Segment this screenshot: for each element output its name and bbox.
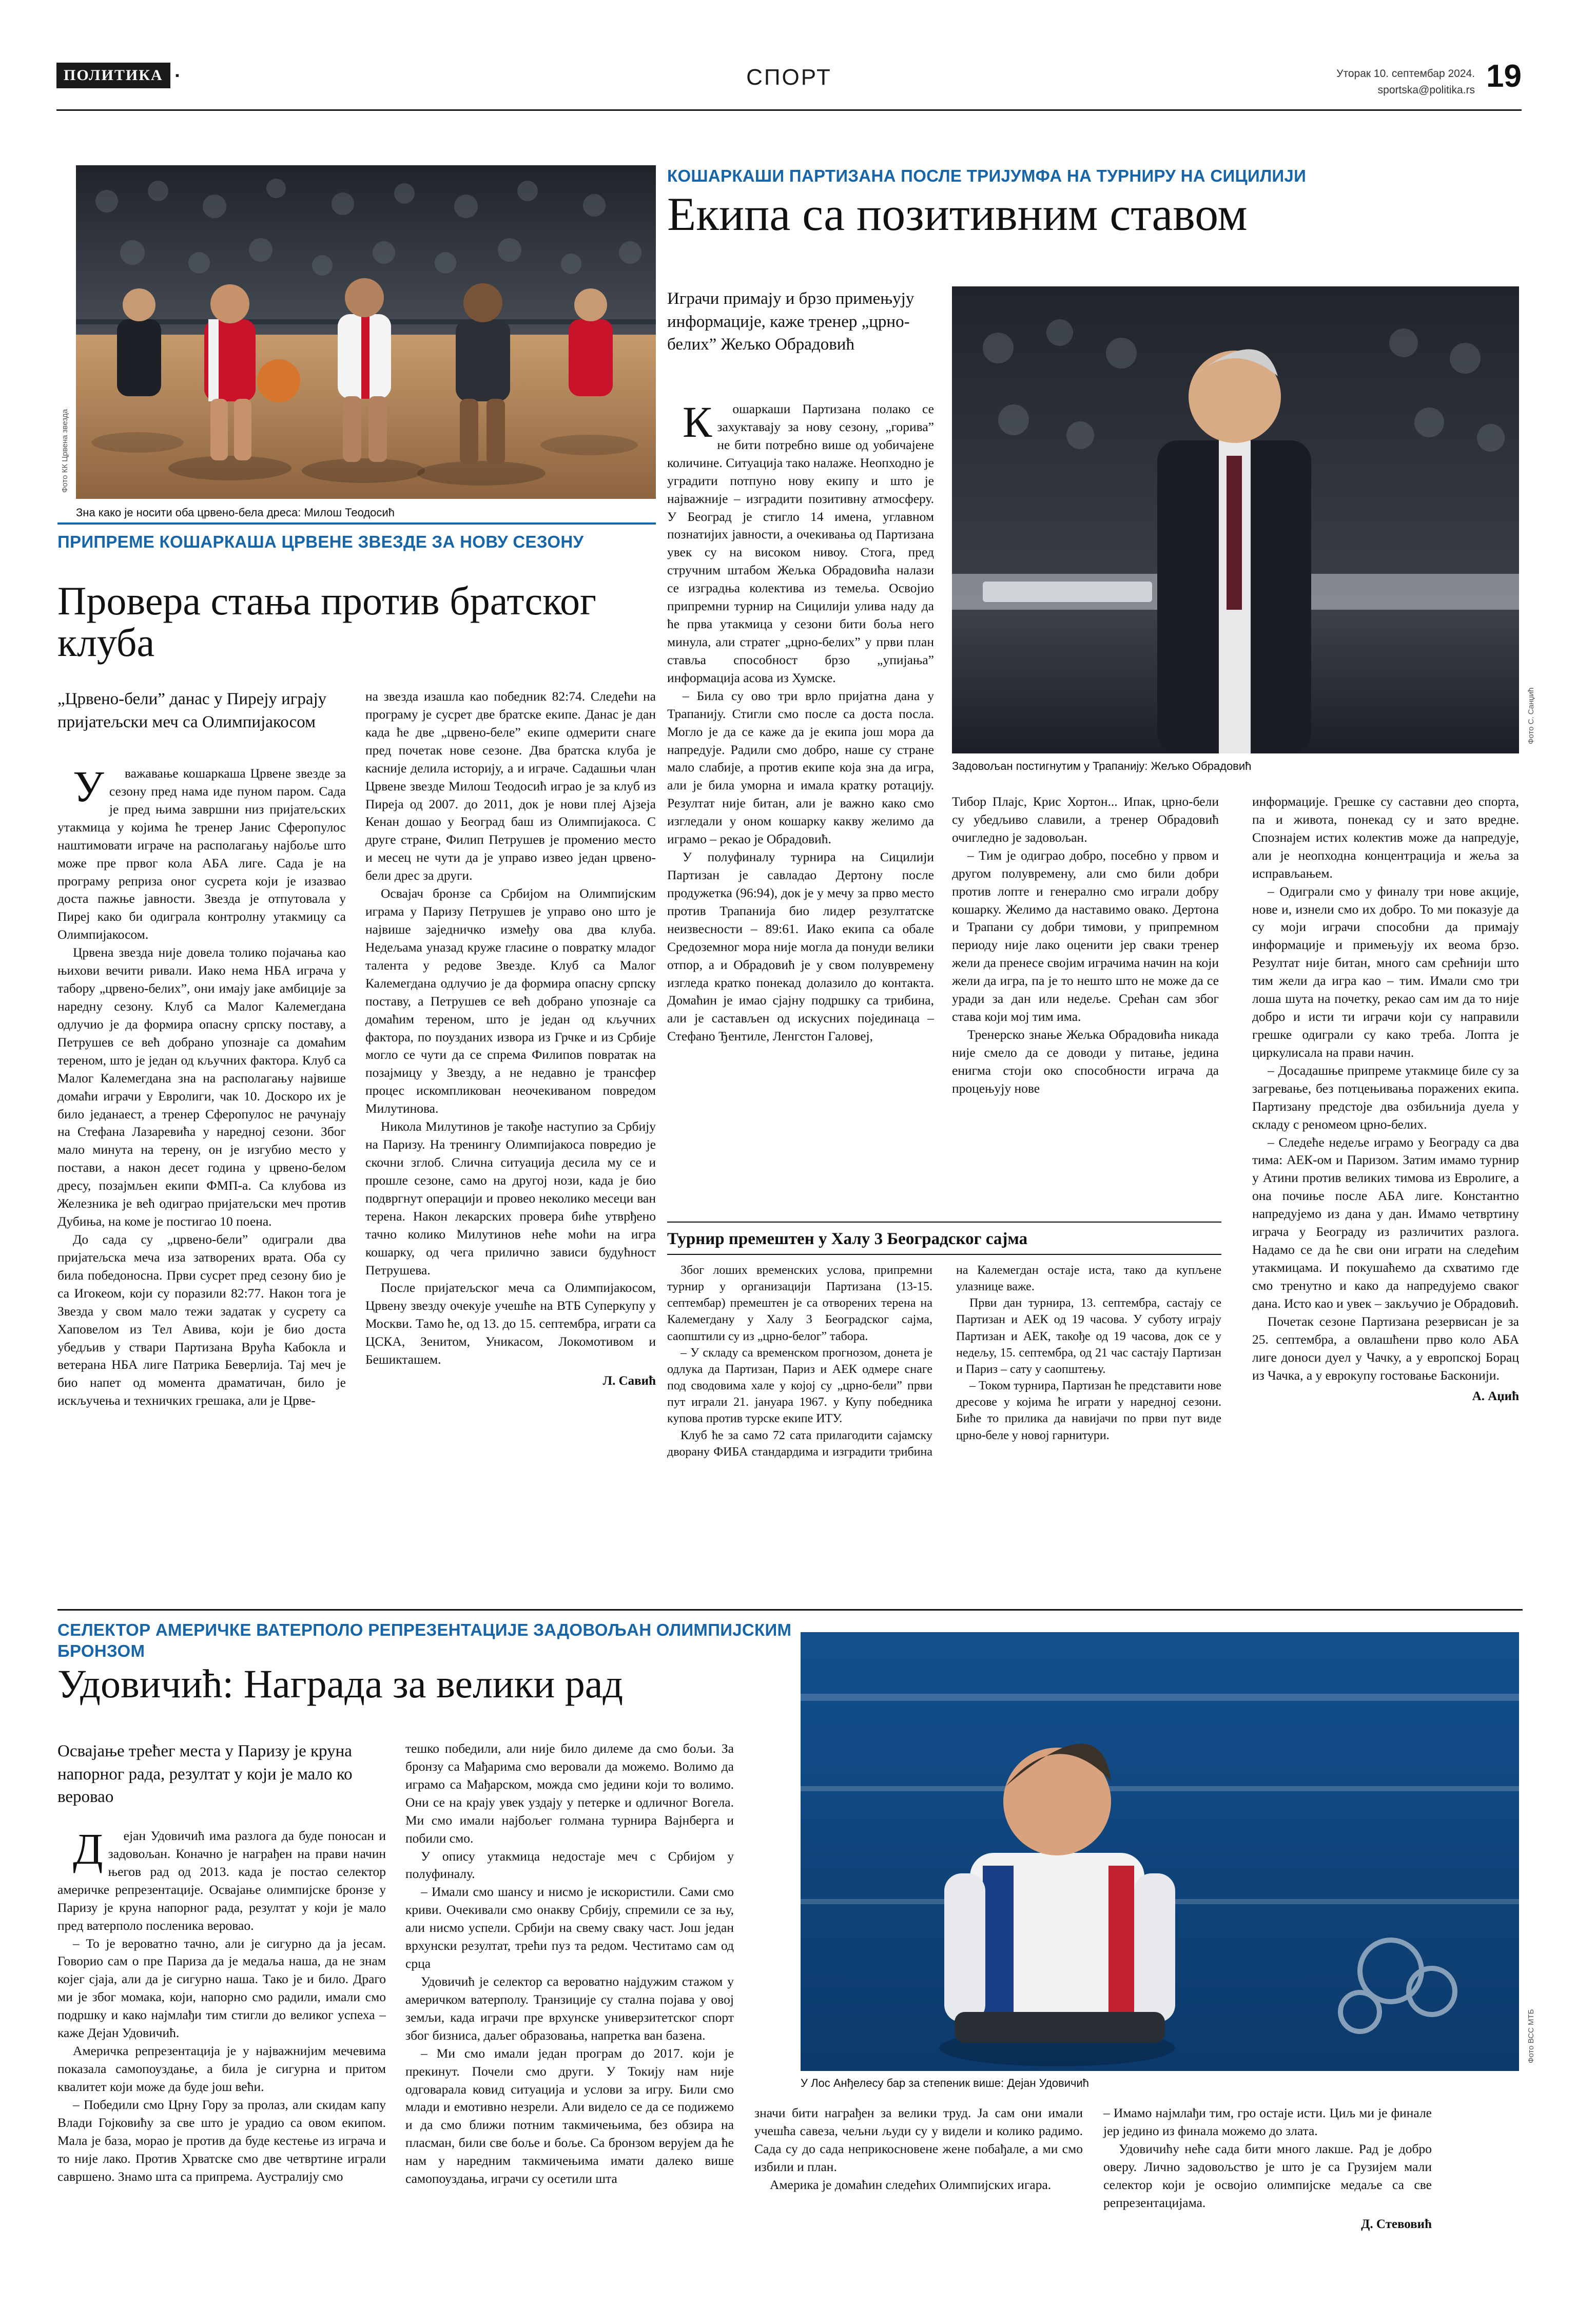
masthead-right	[1336, 59, 1522, 98]
zvezda-standfirst: „Црвено-бели” данас у Пиреју играју пријатељски меч са Олимпијакосом	[57, 690, 327, 731]
paragraph: на звезда изашла као победник 82:74. Следећи на програму је сусрет две братске екипе. Данас је дан када ће две „црвено-беле” екипе одмерити снаге пред почетак нове сезоне. Два братска клуба је касније делила историју, а и играче. Садашњи члан Црвене звезде Милош Теодосић играо је за клуб из Пиреја од 2007. до 2011, док је нови плеј Ајзеја Кенан дошао у Београд баш из Олимпијакоса. С друге стране, Филип Петрушев је променио место и месец не чути да је управо извео један црвено-бели дрес за други.	[365, 689, 656, 883]
paragraph: – Одиграли смо у финалу три нове акције, нове и, изнели смо их добро. То ми показује да су моји играчи способни да примају информације и примењују их веома брзо. Резултат није битан, много сам срећнији што тим жели да игра као – тим. Имали смо три лоша шута на почетку, рекао сам им да то није добро и исти ти играчи који су направили грешке одиграли су како треба. Лопта је циркулисала на прави начин.	[1252, 883, 1519, 1060]
paragraph: – Имамо најмлађи тим, гро остаје исти. Циљ ми је финале јер једино из финала можемо до злата.	[1103, 2105, 1432, 2138]
udovicic-column-2	[405, 1740, 734, 2188]
udovicic-photo-credit: Фото ВСС МТБ	[1527, 2009, 1535, 2063]
partizan-byline: А. Аџић	[1472, 1389, 1519, 1404]
udovicic-standfirst: Освајање трећег места у Паризу је круна напорног рада, резултат у који је мало ко веровао	[57, 1742, 353, 1807]
zvezda-photo	[76, 165, 656, 499]
paragraph: Америка је домаћин следећих Олимпијских игара.	[770, 2177, 1052, 2192]
paragraph: Уважавање кошаркаша Црвене звезде за сезону пред нама иде пуном паром. Сада је пред њима завршни низ пријатељских утакмица у којима ће тренер Јанис Сферопулос наштимовати играче на располагању најбоље што може пре првог кола АБА лиге. Сада је на програму реприза оног сусрета који је изазвао доста пажње јавности. Звезда је отпутовала у Пиреј како би одиграла контролну утакмицу са Олимпијакосом.	[57, 762, 346, 942]
section-title: СПОРТ	[746, 65, 832, 90]
udovicic-column-4	[1103, 2104, 1432, 2232]
paragraph: – У складу са временском прогнозом, донета је одлука да Партизан, Париз и АЕК одмере снаге под сводовима хале у којој су „црно-бели” први пут играли 21. јануара 1967. у Купу победника купова против турске екипе ИТУ.	[667, 1346, 932, 1426]
basketball-action-illustration	[76, 165, 656, 499]
paragraph: – Тим је одиграо добро, посебно у првом и другом полувремену, али смо били добри против лопте и генерално смо играли добру кошарку. Желимо да наставимо овако. Дертона и Трапани су добри тимови, у припремном периоду није лако оценити јер сваки тренер жели да пренесе својим играчима начин на који жели да игра, па је то нешто што не може да се уради за дан или недеље. Срећан сам због става који мој тим има.	[952, 847, 1219, 1024]
section-email: sportska@politika.rs	[1377, 84, 1475, 96]
paragraph: информације. Грешке су саставни део спорта, па и живота, понекад су и зато вредне. Спознајем истих колектив може да напредује, али је неопходна концентрација и жеља за исправљањем.	[1252, 794, 1519, 881]
paragraph: – Ми смо имали један програм до 2017. који је прекинут. Почели смо други. У Токију нам није одговарала ковид ситуација и услови за игру. Били смо млади и емотивно незрели. Али видело се да се подижемо и да смо ближи потним такмичењима, без обзира на пласман, били све боље и боље. Са бронзом верујем да ће нам у наредним такмичењима имати далеко више самопоуздања, играчи су осетили шта	[405, 2045, 734, 2186]
issue-date: Уторак 10. септембар 2024.	[1336, 68, 1475, 80]
paragraph: У полуфиналу турнира на Сицилији Партизан је савладао Дертону после продужетка (96:94), док је у мечу за прво место против Трапанија био лидер резултатске неизвесности – 89:61. Иако екипа са обале Средоземног мора није могла да понуди велики отпор, а и Обрадовић је у свом полувремену изгледа кратко понекад долазило до контакта. Домаћин је имао сјајну подршку са трибина, али је састављен од искусних појединаца – Стефано Ђентиле, Ленгстон Галовеј,	[667, 849, 934, 1044]
partizan-column-3	[1252, 793, 1519, 1404]
zvezda-byline: Л. Савић	[602, 1374, 656, 1388]
paragraph: – Била су ово три врло пријатна дана у Трапанију. Стигли смо после са доста посла. Могло је да се каже да је екипа још мора да напредује. Радили смо добро, наше су стране мало слабије, а против екипе која зна да игра, али је била уморна и имала кратку ротацију. Резултат није битан, али је важно како смо изгледали у оном кошарку какву желимо да играмо – рекао је Обрадовић.	[667, 688, 934, 847]
udovicic-column-1	[57, 1824, 386, 2185]
paragraph: Почетак сезоне Партизана резервисан је за 25. септембра, а овлашћени прво коло АБА лиге доноси дуел у Чачку, а у европској Борац из Чачка, а у еврокупу гостовање Басконији.	[1252, 1313, 1519, 1383]
zvezda-headline: Провера стања против братског клуба	[57, 578, 596, 665]
paragraph: Тренерско знање Жељка Обрадовића никада није смело да се доводи у питање, једина енигма стоји око способности играча да процењују нове	[952, 1027, 1219, 1096]
paragraph: После пријатељског меча са Олимпијакосом, Црвену звезду очекује учешће на ВТБ Суперкупу у Москви. Тамо ће, од 13. до 15. септембра, играти са ЦСКА, Зенитом, Уникасом, Локомотивом и Бешикташем.	[365, 1280, 656, 1367]
paragraph: – Следеће недеље играмо у Београду са два тима: АЕК-ом и Паризом. Затим имамо турнир у Атини против великих тимова из Евролиге, а она почиње после АБА лиге. Константно напредујемо из дана у дан. Имамо четвртину играча у Београду из различитих разлога. Надамо се да ће сви они играти на следећим утакмицама. И покушаћемо да схватимо где смо тренутно и како да напредујемо сваког дана. Исто као и увек – закључио је Обрадовић.	[1252, 1134, 1519, 1311]
paragraph: Удовичићу неће сада бити много лакше. Рад је добро оверу. Лично задовољство је што је са Грузијем мали селектор који је освојио олимпијске медаље са све репрезентацијама.	[1103, 2141, 1432, 2210]
udovicic-byline: Д. Стевовић	[1361, 2217, 1432, 2231]
paragraph: До сада су „црвено-бели” одиграли два пријатељска меча иза затворених врата. Оба су била победоносна. Први сусрет пред сезону био је са Игокеом, који су поразили 82:77. Након тога је Звезда у свом мало тежи задатак у сусрету са Хаповелом из Тел Авива, који је био доста убедљив у ствари Партизана Врућа Кабокла и ветерана НБА лиге Патрика Беверлија. Тај меч је био напет од момента драматичан, било је искључења и техничких грешака, али је Црве-	[57, 1231, 346, 1408]
paragraph: Тибор Плајс, Крис Хортон... Ипак, црно-бели су убедљиво славили, а тренер Обрадовић очигледно је задовољан.	[952, 794, 1219, 845]
paragraph: Клуб ће за само 72 сата прилагодити сајамску дворану ФИБА стандардима и изградити трибина на Калемегдан остаје иста, тако да купљене улазнице важе.	[667, 1264, 1221, 1459]
paragraph: – Победили смо Црну Гору за пролаз, али скидам капу Влади Гојковићу за све што је урадио са овом екипом. Мала је база, морао је против да буде кестење из играча и то није лако. Против Хрватске смо две четвртине играли савршено. Знамо шта са припрема. Аустралију смо	[57, 2097, 386, 2184]
udovicic-column-3	[754, 2104, 1083, 2194]
udovicic-headline: Удовичић: Награда за велики рад	[57, 1661, 624, 1706]
zvezda-column-2	[365, 688, 656, 1388]
paragraph: тешко победили, али није било дилеме да смо бољи. За бронзу са Мађарима смо веровали да можемо. Волимо да играмо са Мађарском, можда смо једини који то волимо. Они се на крају увек уздају у петерке и одличног Вогела. Ми смо имали најбољег голмана турнира Вајнберга и побили смо.	[405, 1741, 734, 1846]
udovicic-kicker: СЕЛЕКТОР АМЕРИЧКЕ ВАТЕРПОЛО РЕПРЕЗЕНТАЦИЈЕ ЗАДОВОЉАН ОЛИМПИЈСКИМ БРОНЗОМ	[57, 1620, 792, 1661]
udovicic-photo-caption: У Лос Анђелесу бар за степеник више: Дејан Удовичић	[801, 2077, 1089, 2089]
paragraph: Због лоших временских услова, припремни турнир у организацији Партизана (13-15. септембар) премештен је са отворених терена на Калемегдану у Халу 3 Београдског сајма, саопштили су из „црно-белог” табора.	[667, 1264, 932, 1343]
partizan-column-2	[952, 793, 1219, 1098]
partizan-photo	[952, 286, 1519, 753]
zvezda-column-1	[57, 762, 346, 1410]
zvezda-kicker: ПРИПРЕМЕ КОШАРКАША ЦРВЕНЕ ЗВЕЗДЕ ЗА НОВУ СЕЗОНУ	[57, 532, 584, 551]
paragraph: Никола Милутинов је такође наступио за Србију на Паризу. На тренингу Олимпијакоса повредио је скочни зглоб. Слична ситуација десила му се и прошле сезоне, само на другој нози, када је био подвргнут операцији и провео неколико месеци ван терена. Након лекарских провера биће утврђено тачно колико Милутинов неће моћи на игра кошарку, од чега прилично зависи будућност Петрушева.	[365, 1119, 656, 1277]
paragraph: Први дан турнира, 13. септембра, састају се Партизан и АЕК од 19 часова. У суботу играју Партизан и АЕК, такође од 19 часова, док се у недељу, 15. септембра, од 21 час састају Партизан и Париз – сату у саопштењу.	[956, 1296, 1221, 1376]
page-number: 19	[1486, 59, 1522, 94]
coach-portrait-illustration	[952, 286, 1519, 753]
zvezda-photo-credit: Фото КК Црвена звезда	[61, 409, 69, 493]
paragraph: – Током турнира, Партизан ће представити нове дресове у којима ће играти у наредној сезони. Биће то прилика да навијачи по први пут виде црно-беле у новој гарнитури.	[956, 1379, 1221, 1442]
paragraph: Америчка репрезентација је у најважнијим мечевима показала самопоуздање, а била је сигурна и притом квалитет који може да буде још већи.	[57, 2043, 386, 2094]
partizan-photo-caption: Задовољан постигнутим у Трапанију: Жељко Обрадовић	[952, 760, 1252, 772]
masthead	[56, 59, 1522, 111]
logo-square-icon: ▪	[175, 69, 180, 82]
masthead-meta	[1336, 62, 1475, 98]
paragraph: – Досадашње припреме утакмице биле су за загревање, без потцењивања поражених екипа. Партизану предстоје два озбиљнија дуела у складу с реномеом црно-белих.	[1252, 1062, 1519, 1132]
paragraph: Дејан Удовичић има разлога да буде поносан и задовољан. Коначно је награђен на прави начин његов рад од 2013. када је постао селектор америчке репрезентације. Освајање олимпијске бронзе у Паризу је круна напорног рада, резултат у који је мало пред ватерполо посленика веровао.	[57, 1824, 386, 1933]
paragraph: У опису утакмица недостаје меч с Србијом у полуфиналу.	[405, 1848, 734, 1882]
paragraph: Кошаркаши Партизана полако се захуктавају за нову сезону, „горива” не бити потребно више од уобичајене количине. Ситуација тако налаже. Неопходно је уградити потпуно нову екипу и што је најважније – изградити позитивну атмосферу. У Београд је стигло 14 имена, углавном познатијих јавности, а очекивања од Партизана увек су на високом нивоу. Стога, пред стручним штабом Жељка Обрадовића налази се изградња колектива из темеља. Освојио припремни турнир на Сицилији улива наду да ће прва утакмица у сезони бити боља него минула, али стратег „црно-белих” у први план ставља способност брзо „упијања” информација асова из Хумске.	[667, 397, 934, 685]
udovicic-photo	[801, 1632, 1519, 2071]
paragraph: Црвена звезда није довела толико појачања као њихови вечити ривали. Иако нема НБА играча у табору „црвено-белих”, они имају јаке амбиције за наредну сезону. Клуб са Малог Калемегдана одлучио је да формира опасну српску поставу, а Петрушев се већ добрано упознаје са домаћим тереном, што је један од кључних фактора. Клуб са Малог Калемегдана зна на располагању највише домаћи играчи у Евролиги, чак 10. Доскоро их је било једанаест, а тренер Сферопулос не рачунају на Стефана Лазаревића у наредној сезони. Због мало минута на терену, он је изгубио место у постави, а након десет година у црвено-белом дресу, позајмљен екипи ФМП-а. Са клубова из Железника је већ одиграо пријатељски меч против Дубиња, на коме је постигао 10 поена.	[57, 945, 346, 1229]
partizan-standfirst: Играчи примају и брзо примењују информације, каже тренер „црно-белих” Жељко Обрадовић	[667, 289, 915, 354]
tournament-sidebar-box	[667, 1222, 1221, 1460]
zvezda-divider	[57, 522, 656, 525]
waterpolo-coach-illustration	[801, 1632, 1519, 2071]
box-title: Турнир премештен у Халу 3 Београдског сајма	[667, 1230, 1028, 1248]
paragraph: – Имали смо шансу и нисмо је искористили. Сами смо криви. Очекивали смо онакву Србију, спремили се за њу, али нисмо успели. Србији на свему сваку част. Још један врхунски резултат, трећи пуз та редом. Честитамо сам од срца	[405, 1884, 734, 1971]
partizan-kicker: КОШАРКАШИ ПАРТИЗАНА ПОСЛЕ ТРИЈУМФА НА ТУРНИРУ НА СИЦИЛИЈИ	[667, 166, 1307, 185]
logo-text: ПОЛИТИКА	[56, 63, 170, 88]
partizan-headline: Екипа са позитивним ставом	[667, 188, 1248, 240]
partizan-column-1	[667, 397, 934, 1045]
udovicic-top-divider	[57, 1609, 1523, 1611]
zvezda-photo-caption: Зна како је носити оба црвено-бела дреса: Милош Теодосић	[76, 506, 395, 519]
paragraph: значи бити награђен за велики труд. Ја сам они имали учешћа савеза, чељни људи су у видели и колико радимо. Сада су до сада неприкосновене жене побађале, а ми смо избили и план.	[754, 2105, 1083, 2174]
box-body	[667, 1255, 1221, 1460]
paragraph: Освајач бронзе са Србијом на Олимпијским играма у Паризу Петрушев је управо оно што је највише заједничко између ова два клуба. Недељама уназад круже гласине о повратку младог талента у редове Звезде. Клуб са Малог Калемегдана одлучио је да формира опасну српску поставу, а Петрушев се већ добрано упознаје са домаћим тереном, што је један од кључних фактора, по поузданих извора из Грчке и из Србије могло се чути да се спрема Филипов повратак на позајмицу у Звезду, а не недавно је трансфер процес искомпликован неочекиваном повредом Милутинова.	[365, 886, 656, 1116]
publication-logo	[56, 63, 179, 88]
paragraph: Удовичић је селектор са вероватно најдужим стажом у америчком ватерполу. Транзиције су стална појава у овој земљи, када играчи пре врхунске универзитетског спорт због бизниса, даљег образовања, напретка ван базена.	[405, 1973, 734, 2043]
partizan-photo-credit: Фото С. Санџић	[1527, 687, 1535, 744]
paragraph: – То је вероватно тачно, али је сигурно да ја јесам. Говорио сам о пре Париза да је медаља наша, да не знам којег сјаја, али да је сигурно наша. Тако је и било. Драго ми је због момака, који, напорно смо радили, имали смо подршку и како најмлађи тим стигли до великог успеха – каже Дејан Удовичић.	[57, 1935, 386, 2041]
